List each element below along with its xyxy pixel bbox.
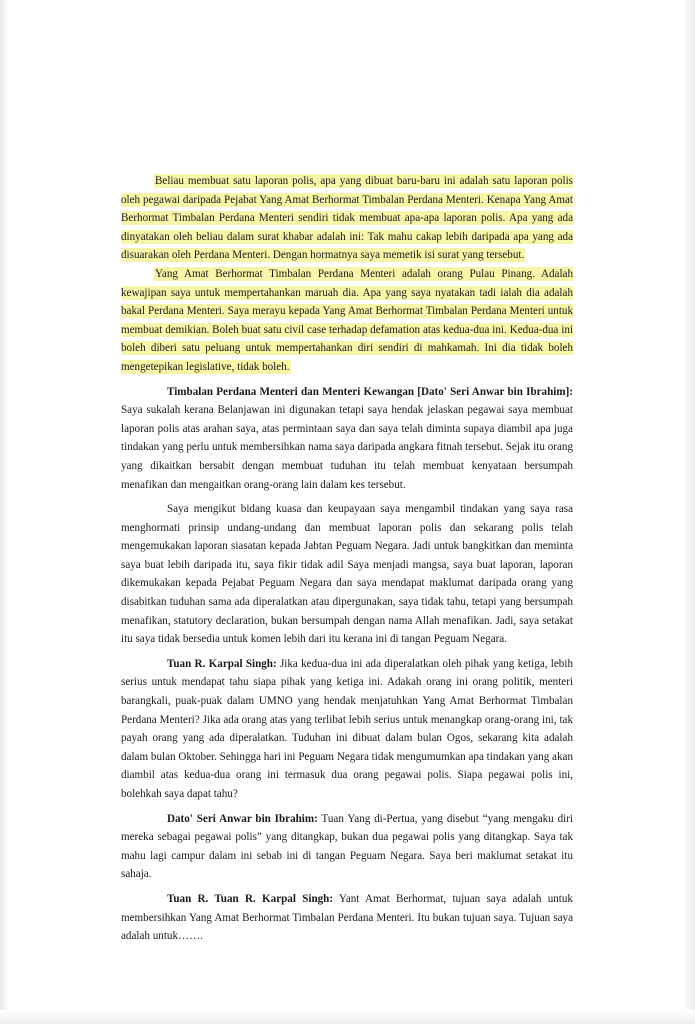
paragraph-5-text: Jika kedua-dua ini ada diperalatkan oleh pihak yang ketiga, lebih serius untuk mendapat tahu siapa pihak yang ketiga ini. Adakah orang ini orang politik, menteri barangkali, puak-puak dalam UMNO yang hendak menjatuhkan Yang Amat Berhormat Timbalan Perdana Menteri? Jika ada orang atas yang terlibat lebih serius untuk menangkap orang-orang ini, tak payah orang yang ada diperalatkan. Tuduhan ini dibuat dalam bulan Ogos, sekarang kita adalah dalam bulan Oktober. Sehingga hari ini Peguam Negara tidak mengumumkan apa tindakan yang akan diambil atas kedua-dua orang ini termasuk dua orang pegawai polis. Siapa pegawai polis ini, bolehkah saya dapat tahu? [121,657,573,800]
paragraph-2 [121,265,573,377]
paragraph-5 [121,655,573,804]
paragraph-6-text: Tuan Yang di-Pertua, yang disebut “yang mengaku diri mereka sebagai pegawai polis” yang ditangkap, bukan dua pegawai polis yang ditangkap. Saya tak mahu lagi campur dalam ini sebab ini di tangan Peguam Negara. Saya beri maklumat setakat itu sahaja. [121,812,573,881]
paragraph-3-text: Saya sukalah kerana Belanjawan ini digunakan tetapi saya hendak jelaskan pegawai saya membuat laporan polis atas arahan saya, atas permintaan saya dan saya telah diminta supaya diambil apa juga tindakan yang perlu untuk membersihkan nama saya daripada angkara fitnah tersebut. Sejak itu orang yang dikaitkan bersabit dengan membuat tuduhan itu telah membuat kenyataan bersumpah menafikan dan mengaitkan orang-orang lain dalam kes tersebut. [121,404,573,491]
paragraph-7 [121,890,573,946]
scan-edge-right [683,0,695,1024]
scan-edge-bottom [0,1010,695,1024]
scan-edge-left [0,0,9,1024]
speaker-label-karpal-singh: Tuan R. Karpal Singh: [167,657,277,670]
speaker-label-anwar-2: Dato' Seri Anwar bin Ibrahim: [167,812,318,825]
paragraph-1 [121,172,573,265]
document-text-body [121,172,573,946]
speaker-label-anwar: Timbalan Perdana Menteri dan Menteri Kewangan [Dato' Seri Anwar bin Ibrahim]: [167,385,573,398]
paragraph-4-text: Saya mengikut bidang kuasa dan keupayaan saya mengambil tindakan yang saya rasa menghormati prinsip undang-undang dan membuat laporan polis dan sekarang polis telah mengemukakan laporan siasatan kepada Jabtan Peguam Negara. Jadi untuk bangkitkan dan meminta saya buat lebih daripada itu, saya fikir tidak adil Saya menjadi mangsa, saya buat laporan, laporan dikemukakan kepada Pejabat Peguam Negara dan saya mendapat maklumat daripada orang yang disabitkan tuduhan sama ada diperalatkan atau dipergunakan, saya tidak tahu, tetapi yang bersumpah menafikan, statutory declaration, bukan bersumpah dengan nama Allah menafikan. Jadi, saya setakat itu saya tidak bersedia untuk komen lebih dari itu kerana ini di tangan Peguam Negara. [121,503,573,646]
paragraph-6 [121,810,573,884]
paragraph-4 [121,500,573,649]
paragraph-1-text: Beliau membuat satu laporan polis, apa yang dibuat baru-baru ini adalah satu laporan polis oleh pegawai daripada Pejabat Yang Amat Berhormat Timbalan Perdana Menteri. Kenapa Yang Amat Berhormat Timbalan Perdana Menteri sendiri tidak membuat apa-apa laporan polis. Apa yang ada dinyatakan oleh beliau dalam surat khabar adalah ini: Tak mahu cakap lebih daripada apa yang ada disuarakan oleh Perdana Menteri. Dengan hormatnya saya memetik isi surat yang tersebut. [121,175,573,262]
paragraph-2-text: Yang Amat Berhormat Timbalan Perdana Menteri adalah orang Pulau Pinang. Adalah kewajipan saya untuk mempertahankan maruah dia. Apa yang saya nyatakan tadi ialah dia adalah bakal Perdana Menteri. Saya merayu kepada Yang Amat Berhormat Timbalan Perdana Menteri untuk membuat demikian. Boleh buat satu civil case terhadap defamation atas kedua-dua ini. Kedua-dua ini boleh diberi satu peluang untuk mempertahankan diri sendiri di mahkamah. Ini dia tidak boleh mengetepikan legislative, tidak boleh. [121,267,573,373]
speaker-label-karpal-singh-2: Tuan R. Tuan R. Karpal Singh: [167,892,334,905]
paragraph-7-text: Yant Amat Berhormat, tujuan saya adalah untuk membersihkan Yang Amat Berhormat Timbalan Perdana Menteri. Itu bukan tujuan saya. Tujuan saya adalah untuk……. [121,892,573,943]
paragraph-3 [121,383,573,495]
